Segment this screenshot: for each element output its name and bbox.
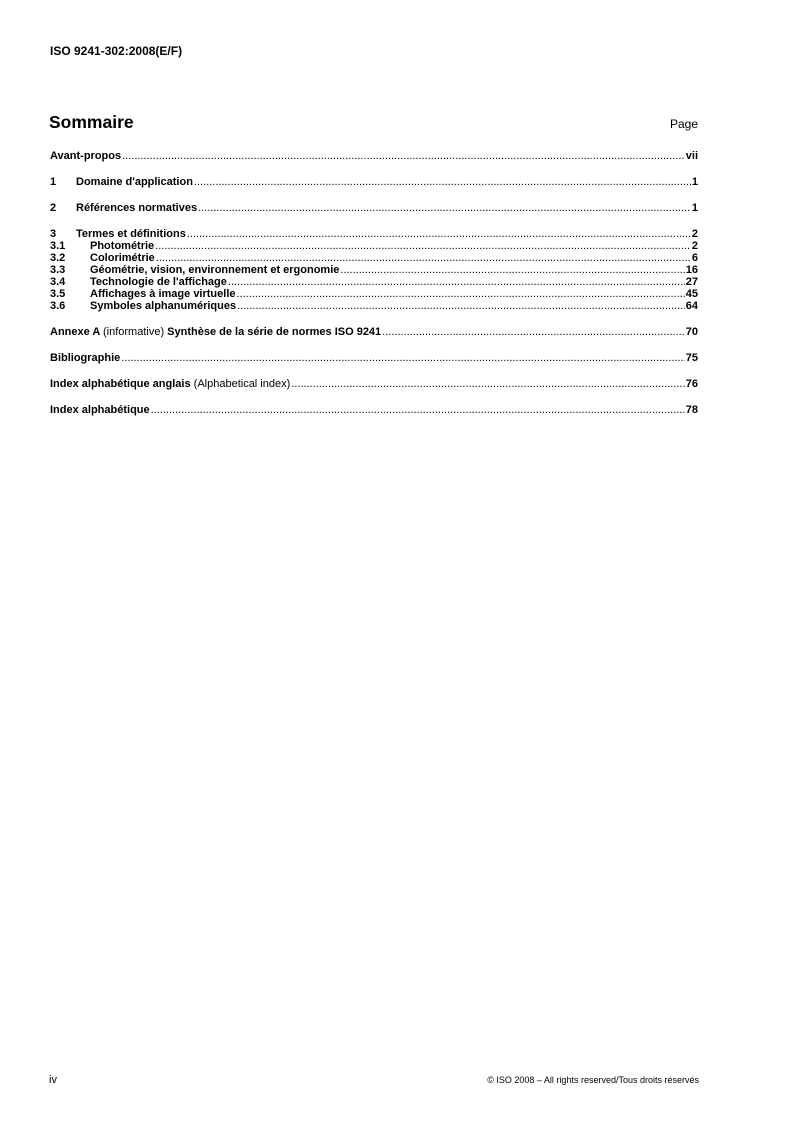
toc-entry-3-5[interactable] [50, 289, 698, 300]
toc-entry-number: 3.5 [50, 288, 66, 300]
toc-entry-label: Domaine d'application [76, 176, 193, 188]
toc-entry-number: 1 [50, 176, 57, 188]
dot-leader [155, 241, 691, 252]
dot-leader [122, 151, 685, 162]
toc-entry-label: Index alphabétique [50, 404, 150, 416]
dot-leader [156, 253, 691, 264]
toc-entry-page: 45 [685, 288, 698, 300]
document-code: ISO 9241-302:2008(E/F) [50, 44, 183, 58]
dot-leader [291, 379, 684, 390]
toc-entry-number: 3.4 [50, 276, 66, 288]
dot-leader [382, 327, 685, 338]
toc-entry-label: Bibliographie [50, 352, 121, 364]
dot-leader [194, 177, 691, 188]
toc-entry-page: 2 [691, 240, 698, 252]
footer-copyright: © ISO 2008 – All rights reserved/Tous droits réservés [487, 1075, 699, 1085]
toc-entry-bibliographie[interactable] [50, 353, 698, 364]
toc-entry-label: Symboles alphanumériques [90, 300, 237, 312]
toc-entry-label: Références normatives [76, 202, 198, 214]
toc-entry-3-4[interactable] [50, 277, 698, 288]
dot-leader [151, 405, 685, 416]
dot-leader [121, 353, 684, 364]
toc-entry-number: 3.2 [50, 252, 66, 264]
table-of-contents [50, 151, 698, 416]
annex-label: Annexe A [50, 326, 100, 338]
toc-entry-index[interactable] [50, 405, 698, 416]
toc-entry-page: 76 [685, 378, 698, 390]
toc-entry-page: 1 [691, 202, 698, 214]
toc-entry-page: 27 [685, 276, 698, 288]
toc-page-column-heading: Page [669, 117, 698, 131]
footer-page-number: iv [49, 1074, 57, 1086]
index-label: Index alphabétique anglais [50, 378, 191, 390]
toc-entry-label: Avant-propos [50, 150, 122, 162]
toc-entry-1[interactable] [50, 177, 698, 188]
toc-entry-label: Termes et définitions [76, 228, 186, 240]
toc-entry-index-anglais[interactable] [50, 379, 698, 390]
toc-entry-page: 70 [685, 326, 698, 338]
toc-entry-avant-propos[interactable] [50, 151, 698, 162]
toc-entry-3-2[interactable] [50, 253, 698, 264]
toc-entry-2[interactable] [50, 203, 698, 214]
toc-entry-page: 16 [685, 264, 698, 276]
toc-entry-page: 2 [691, 228, 698, 240]
toc-entry-label: Colorimétrie [90, 252, 155, 264]
toc-entry-number: 3.6 [50, 300, 66, 312]
dot-leader [187, 229, 691, 240]
toc-entry-label: Photométrie [90, 240, 155, 252]
dot-leader [340, 265, 684, 276]
toc-entry-label: Technologie de l'affichage [90, 276, 227, 288]
toc-entry-page: 78 [685, 404, 698, 416]
toc-entry-page: 6 [691, 252, 698, 264]
toc-entry-3[interactable] [50, 229, 698, 240]
toc-entry-page: 75 [685, 352, 698, 364]
toc-entry-label [50, 327, 381, 338]
toc-entry-page: vii [685, 150, 698, 162]
dot-leader [228, 277, 685, 288]
toc-entry-label: Affichages à image virtuelle [90, 288, 236, 300]
dot-leader [237, 301, 685, 312]
toc-entry-number: 3.3 [50, 264, 66, 276]
toc-entry-3-1[interactable] [50, 241, 698, 252]
toc-entry-page: 1 [691, 176, 698, 188]
annex-title: Synthèse de la série de normes ISO 9241 [167, 326, 382, 338]
toc-entry-page: 64 [685, 300, 698, 312]
dot-leader [237, 289, 685, 300]
toc-entry-number: 3.1 [50, 240, 66, 252]
index-note: (Alphabetical index) [193, 378, 291, 390]
toc-entry-label: Géométrie, vision, environnement et ergonomie [90, 264, 340, 276]
toc-entry-number: 3 [50, 228, 57, 240]
toc-entry-label [50, 379, 290, 390]
annex-type: (informative) [102, 326, 165, 338]
toc-title: Sommaire [49, 112, 134, 132]
dot-leader [198, 203, 691, 214]
toc-entry-annexe-a[interactable] [50, 327, 698, 338]
toc-entry-number: 2 [50, 202, 57, 214]
toc-entry-3-6[interactable] [50, 301, 698, 312]
toc-entry-3-3[interactable] [50, 265, 698, 276]
